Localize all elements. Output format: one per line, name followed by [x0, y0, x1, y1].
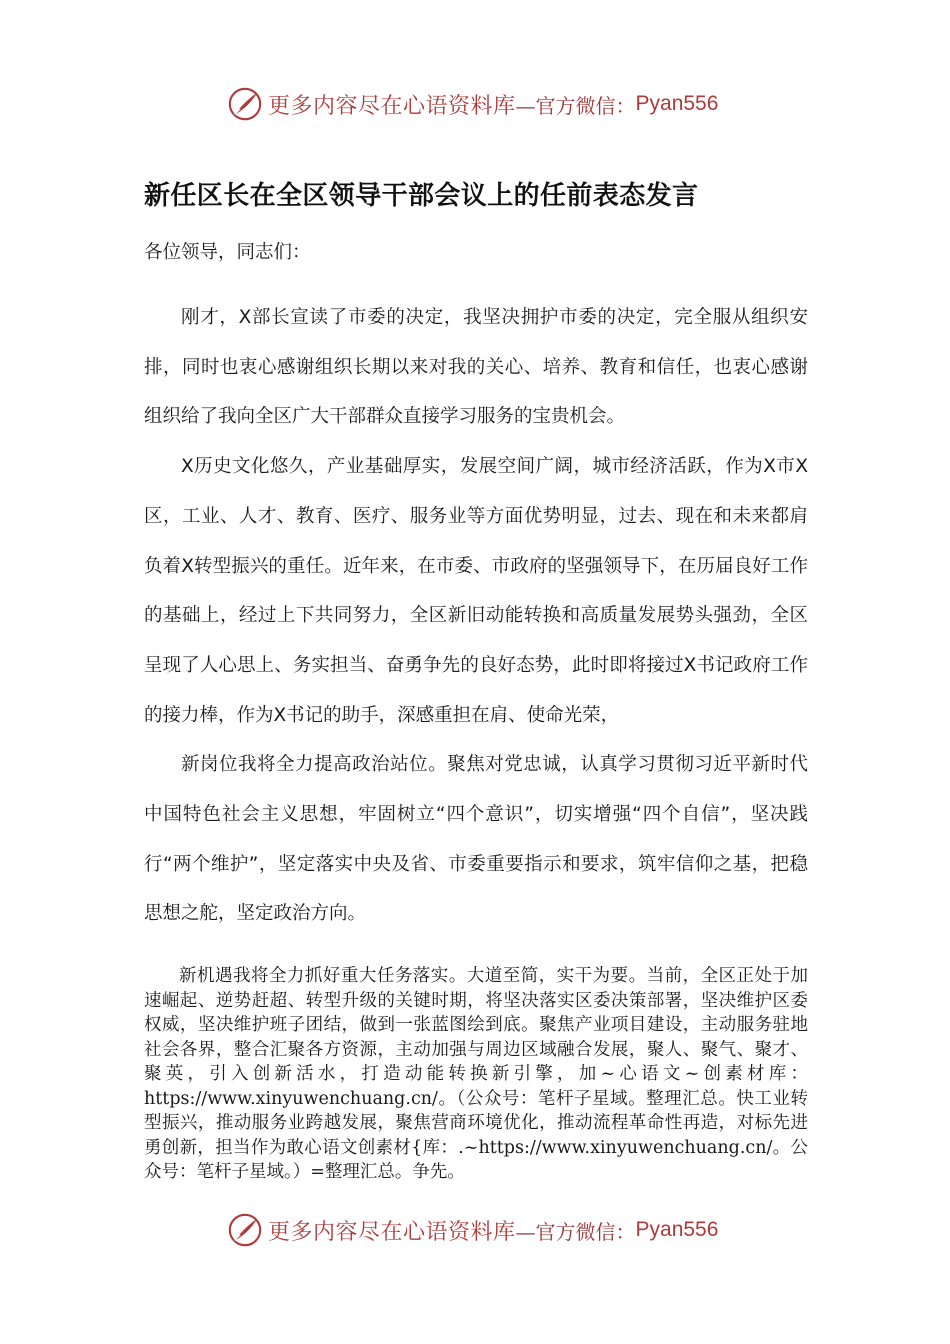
paragraph: X历史文化悠久，产业基础厚实，发展空间广阔，城市经济活跃，作为X市X区，工业、人才、教育、医疗、服务业等方面优势明显，过去、现在和未来都肩负着X转型振兴的重任。近年来，在市委、市政府的坚强领导下，在历届良好工作的基础上，经过上下共同努力，全区新旧动能转换和高质量发展势头强劲，全区呈现了人心思上、务实担当、奋勇争先的良好态势，此时即将接过X书记政府工作的接力棒，作为X书记的助手，深感重担在肩、使命光荣，	[144, 456, 808, 726]
quill-logo-icon	[226, 85, 264, 123]
quill-logo-icon	[226, 1211, 264, 1249]
banner-text: 更多内容尽在心语资料库	[268, 93, 516, 119]
watermark-banner-top	[226, 82, 746, 126]
banner-text: 更多内容尽在心语资料库	[268, 1219, 516, 1245]
paragraph: 新机遇我将全力抓好重大任务落实。大道至简，实干为要。当前，全区正处于加速崛起、逆势赶超、转型升级的关键时期，将坚决落实区委决策部署，坚决维护区委权威，坚决维护班子团结，做到一张蓝图绘到底。聚焦产业项目建设，主动服务驻地社会各界，整合汇聚各方资源，主动加强与周边区域融合发展，聚人、聚气、聚才、聚英，引入创新活水，打造动能转换新引擎，加~心语文~创素材库：https://www.xinyuwenchuang.cn/。（公众号：笔杆子星域。整理汇总。快工业转型振兴，推动服务业跨越发展，聚焦营商环境优化，推动流程革命性再造，对标先进勇创新，担当作为敢心语文创素材{库：.~https://www.xinyuwenchuang.cn/。公众号：笔杆子星域。）=整理汇总。争先。	[144, 966, 808, 1183]
watermark-banner-bottom	[226, 1208, 746, 1252]
banner-separator: —官方微信：	[515, 93, 636, 118]
document-title: 新任区长在全区领导干部会议上的任前表态发言	[144, 181, 699, 211]
salutation: 各位领导，同志们：	[144, 242, 311, 263]
paragraph: 新岗位我将全力提高政治站位。聚焦对党忠诚，认真学习贯彻习近平新时代中国特色社会主义思想，牢固树立“四个意识”，切实增强“四个自信”，坚决践行“两个维护”，坚定落实中央及省、市委重要指示和要求，筑牢信仰之基，把稳思想之舵，坚定政治方向。	[144, 754, 808, 925]
banner-wechat-id: Pyan556	[635, 92, 719, 115]
document-body	[144, 176, 808, 1185]
banner-wechat-id: Pyan556	[635, 1218, 719, 1241]
paragraph: 刚才，X部长宣读了市委的决定，我坚决拥护市委的决定，完全服从组织安排，同时也衷心感谢组织长期以来对我的关心、培养、教育和信任，也衷心感谢组织给了我向全区广大干部群众直接学习服务的宝贵机会。	[144, 307, 808, 428]
banner-separator: —官方微信：	[515, 1219, 636, 1244]
